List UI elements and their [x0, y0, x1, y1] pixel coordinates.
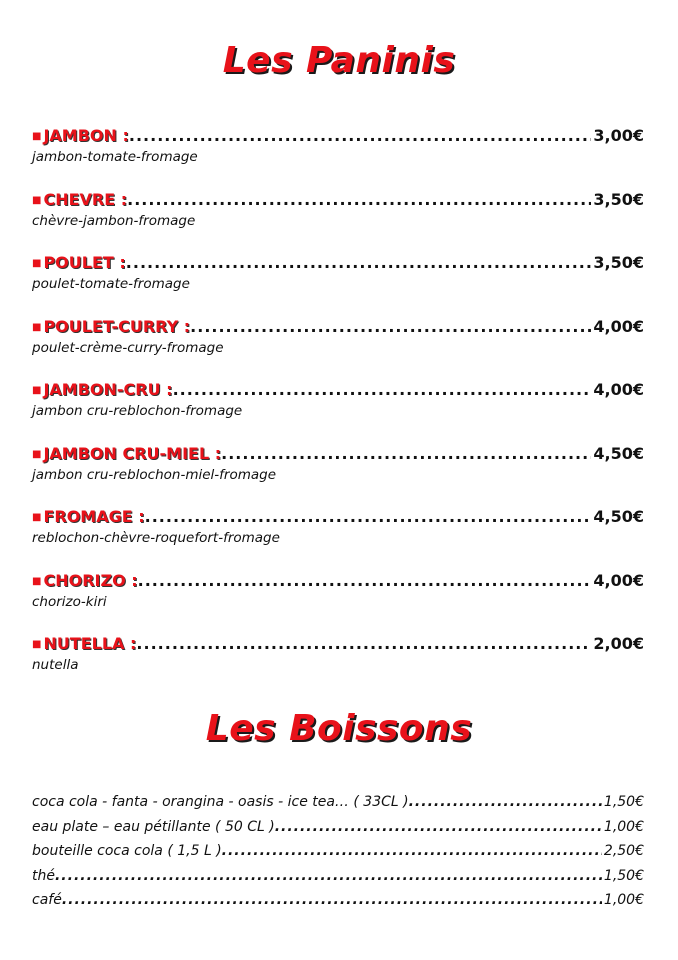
list-item — [32, 443, 644, 507]
item-description: poulet-tomate-fromage — [32, 276, 190, 292]
bullet-icon: ■ — [32, 512, 42, 523]
list-item — [32, 864, 644, 889]
bullet-icon: ■ — [32, 321, 42, 333]
item-name: JAMBON CRU-MIEL : — [43, 443, 222, 463]
leader-dots — [138, 570, 592, 592]
item-description: jambon cru-reblochon-fromage — [32, 403, 243, 419]
item-price: 3,50€ — [593, 189, 644, 209]
leader-dots — [136, 633, 591, 655]
list-item — [32, 790, 644, 815]
item-description: jambon-tomate-fromage — [32, 149, 198, 165]
list-item — [32, 189, 644, 253]
drink-price: 1,00€ — [603, 892, 644, 908]
list-item — [32, 252, 644, 316]
leader-dots — [409, 790, 602, 815]
drink-price: 1,00€ — [603, 818, 644, 835]
leader-dots — [55, 864, 602, 889]
item-name: JAMBON : — [43, 126, 129, 145]
item-name: CHORIZO : — [43, 570, 138, 590]
boissons-title: Les Boissons — [205, 708, 473, 749]
item-name: POULET-CURRY : — [43, 316, 191, 336]
list-item — [32, 815, 644, 840]
item-description: chèvre-jambon-fromage — [32, 212, 196, 229]
list-item — [32, 633, 644, 697]
bullet-icon: ■ — [32, 258, 42, 269]
list-item — [32, 888, 644, 913]
leader-dots — [145, 506, 592, 528]
drink-price: 1,50€ — [603, 794, 644, 810]
item-price: 4,50€ — [593, 443, 644, 463]
list-item — [32, 125, 644, 189]
paninis-list — [32, 125, 644, 697]
bullet-icon: ■ — [32, 131, 42, 142]
bullet-icon: ■ — [32, 575, 42, 587]
leader-dots — [190, 316, 591, 338]
leader-dots — [127, 189, 591, 211]
item-price: 2,00€ — [593, 634, 644, 653]
item-description: chorizo-kiri — [32, 593, 107, 610]
item-name: FROMAGE : — [43, 507, 145, 526]
item-price: 4,00€ — [593, 570, 644, 590]
item-name: POULET : — [43, 253, 126, 272]
item-name: CHEVRE : — [43, 189, 128, 209]
list-item — [32, 506, 644, 570]
list-item — [32, 570, 644, 634]
item-name: JAMBON-CRU : — [43, 380, 173, 399]
list-item — [32, 379, 644, 443]
leader-dots — [222, 839, 602, 864]
leader-dots — [173, 379, 592, 401]
list-item — [32, 316, 644, 380]
item-name: NUTELLA : — [43, 634, 137, 653]
item-price: 3,00€ — [593, 126, 644, 145]
item-price: 4,50€ — [593, 507, 644, 526]
drink-name: thé — [32, 867, 55, 884]
item-description: poulet-crème-curry-fromage — [32, 339, 224, 356]
leader-dots — [275, 815, 602, 840]
list-item — [32, 839, 644, 864]
drink-price: 2,50€ — [603, 843, 644, 859]
paninis-title: Les Paninis — [222, 40, 456, 81]
drink-name: eau plate – eau pétillante ( 50 CL ) — [32, 818, 275, 835]
leader-dots — [126, 252, 592, 274]
leader-dots — [129, 125, 592, 147]
item-price: 4,00€ — [593, 316, 644, 336]
leader-dots — [221, 443, 591, 465]
item-description: jambon cru-reblochon-miel-fromage — [32, 466, 277, 483]
leader-dots — [62, 888, 602, 913]
drink-name: coca cola - fanta - orangina - oasis - ice tea… ( 33CL ) — [32, 794, 409, 810]
bullet-icon: ■ — [32, 194, 42, 206]
drink-price: 1,50€ — [603, 867, 644, 884]
item-description: reblochon-chèvre-roquefort-fromage — [32, 530, 280, 546]
item-price: 3,50€ — [593, 253, 644, 272]
item-price: 4,00€ — [593, 380, 644, 399]
drink-name: bouteille coca cola ( 1,5 L ) — [32, 843, 222, 859]
bullet-icon: ■ — [32, 385, 42, 396]
bullet-icon: ■ — [32, 448, 42, 460]
drink-name: café — [32, 892, 62, 908]
boissons-list — [32, 790, 644, 913]
bullet-icon: ■ — [32, 639, 42, 650]
item-description: nutella — [32, 657, 79, 673]
